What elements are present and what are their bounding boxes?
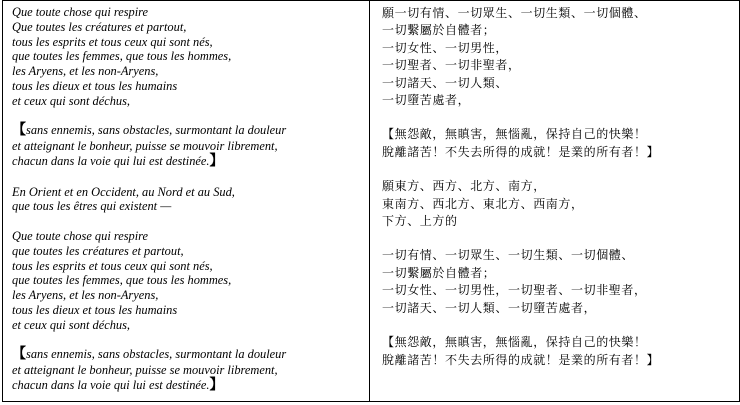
chinese-line: 一切繫屬於自體者； bbox=[382, 265, 496, 280]
chinese-line: 一切諸天、一切人類、 bbox=[382, 75, 509, 90]
french-line: que toutes les femmes, que tous les hommes, bbox=[12, 273, 232, 288]
french-line: que toutes les créatures et partout, bbox=[12, 243, 184, 258]
french-line: Que toutes les créatures et partout, bbox=[12, 19, 187, 34]
chinese-line: 東南方、西北方、東北方、西南方， bbox=[382, 196, 584, 211]
french-line: et atteignant le bonheur, puisse se mouvoir librement, bbox=[12, 139, 278, 154]
french-line: les Aryens, et les non-Aryens, bbox=[12, 288, 159, 303]
french-line: et ceux qui sont déchus, bbox=[12, 93, 131, 108]
french-line bbox=[12, 154, 369, 170]
open-bracket: 【 bbox=[12, 347, 26, 363]
french-line bbox=[12, 123, 369, 139]
french-line-text: chacun dans la voie qui lui est destinée. bbox=[12, 377, 210, 392]
french-column bbox=[3, 1, 370, 402]
french-line: que toutes les femmes, que tous les hommes, bbox=[12, 49, 232, 64]
french-blessing-2 bbox=[12, 347, 369, 393]
chinese-block-1 bbox=[382, 5, 739, 109]
close-bracket: 】 bbox=[209, 153, 224, 169]
french-line: tous les dieux et tous les humains bbox=[12, 302, 178, 317]
chinese-text bbox=[370, 1, 739, 369]
french-blessing-1 bbox=[12, 123, 369, 169]
french-line: les Aryens, et les non-Aryens, bbox=[12, 64, 159, 79]
chinese-line: 脫離諸苦！不失去所得的成就！是業的所有者！】 bbox=[382, 144, 660, 159]
french-line-text: chacun dans la voie qui lui est destinée. bbox=[12, 153, 210, 168]
chinese-line: 下方、上方的 bbox=[382, 214, 458, 229]
chinese-column bbox=[370, 1, 740, 402]
chinese-line: 一切繫屬於自體者； bbox=[382, 23, 496, 38]
french-stanza-2 bbox=[12, 229, 369, 333]
french-line bbox=[12, 347, 369, 363]
chinese-line: 一切聖者、一切非聖者， bbox=[382, 58, 521, 73]
chinese-line: 一切墮苦處者， bbox=[382, 93, 471, 108]
chinese-line: 脫離諸苦！不失去所得的成就！是業的所有者！】 bbox=[382, 352, 660, 367]
chinese-line: 願東方、西方、北方、南方， bbox=[382, 179, 546, 194]
french-line: tous les esprits et tous ceux qui sont nés, bbox=[12, 34, 213, 49]
chinese-block-2 bbox=[382, 247, 739, 317]
french-line-text: sans ennemis, sans obstacles, surmontant la douleur bbox=[26, 347, 287, 362]
french-line: En Orient et en Occident, au Nord et au Sud, bbox=[12, 184, 235, 199]
french-text bbox=[3, 1, 369, 394]
close-bracket: 】 bbox=[209, 377, 224, 393]
french-line: et ceux qui sont déchus, bbox=[12, 317, 131, 332]
french-line: Que toute chose qui respire bbox=[12, 5, 149, 19]
french-line bbox=[12, 378, 369, 394]
french-stanza-1 bbox=[12, 5, 369, 109]
chinese-blessing-2 bbox=[382, 334, 739, 369]
chinese-line: 一切女性、一切男性， bbox=[382, 40, 509, 55]
french-line: que tous les êtres qui existent — bbox=[12, 199, 172, 214]
chinese-line: 【無怨敵，無瞋害，無惱亂，保持自己的快樂！ bbox=[382, 127, 647, 142]
french-line: Que toute chose qui respire bbox=[12, 228, 149, 243]
text-table bbox=[2, 0, 740, 402]
chinese-directions bbox=[382, 178, 739, 230]
chinese-line: 一切有情、一切眾生、一切生類、一切個體、 bbox=[382, 248, 635, 263]
chinese-line: 願一切有情、一切眾生、一切生類、一切個體、 bbox=[382, 6, 647, 20]
french-line: tous les esprits et tous ceux qui sont nés, bbox=[12, 258, 213, 273]
chinese-line: 一切女性、一切男性，一切聖者、一切非聖者， bbox=[382, 283, 647, 298]
chinese-blessing-1 bbox=[382, 126, 739, 161]
chinese-line: 一切諸天、一切人類、一切墮苦處者， bbox=[382, 300, 597, 315]
chinese-line: 【無怨敵，無瞋害，無惱亂，保持自己的快樂！ bbox=[382, 335, 647, 350]
french-line: et atteignant le bonheur, puisse se mouvoir librement, bbox=[12, 363, 278, 378]
french-line: tous les dieux et tous les humains bbox=[12, 78, 178, 93]
french-line-text: sans ennemis, sans obstacles, surmontant la douleur bbox=[26, 123, 287, 138]
open-bracket: 【 bbox=[12, 123, 26, 139]
table-row bbox=[3, 1, 740, 402]
french-directions bbox=[12, 185, 369, 215]
